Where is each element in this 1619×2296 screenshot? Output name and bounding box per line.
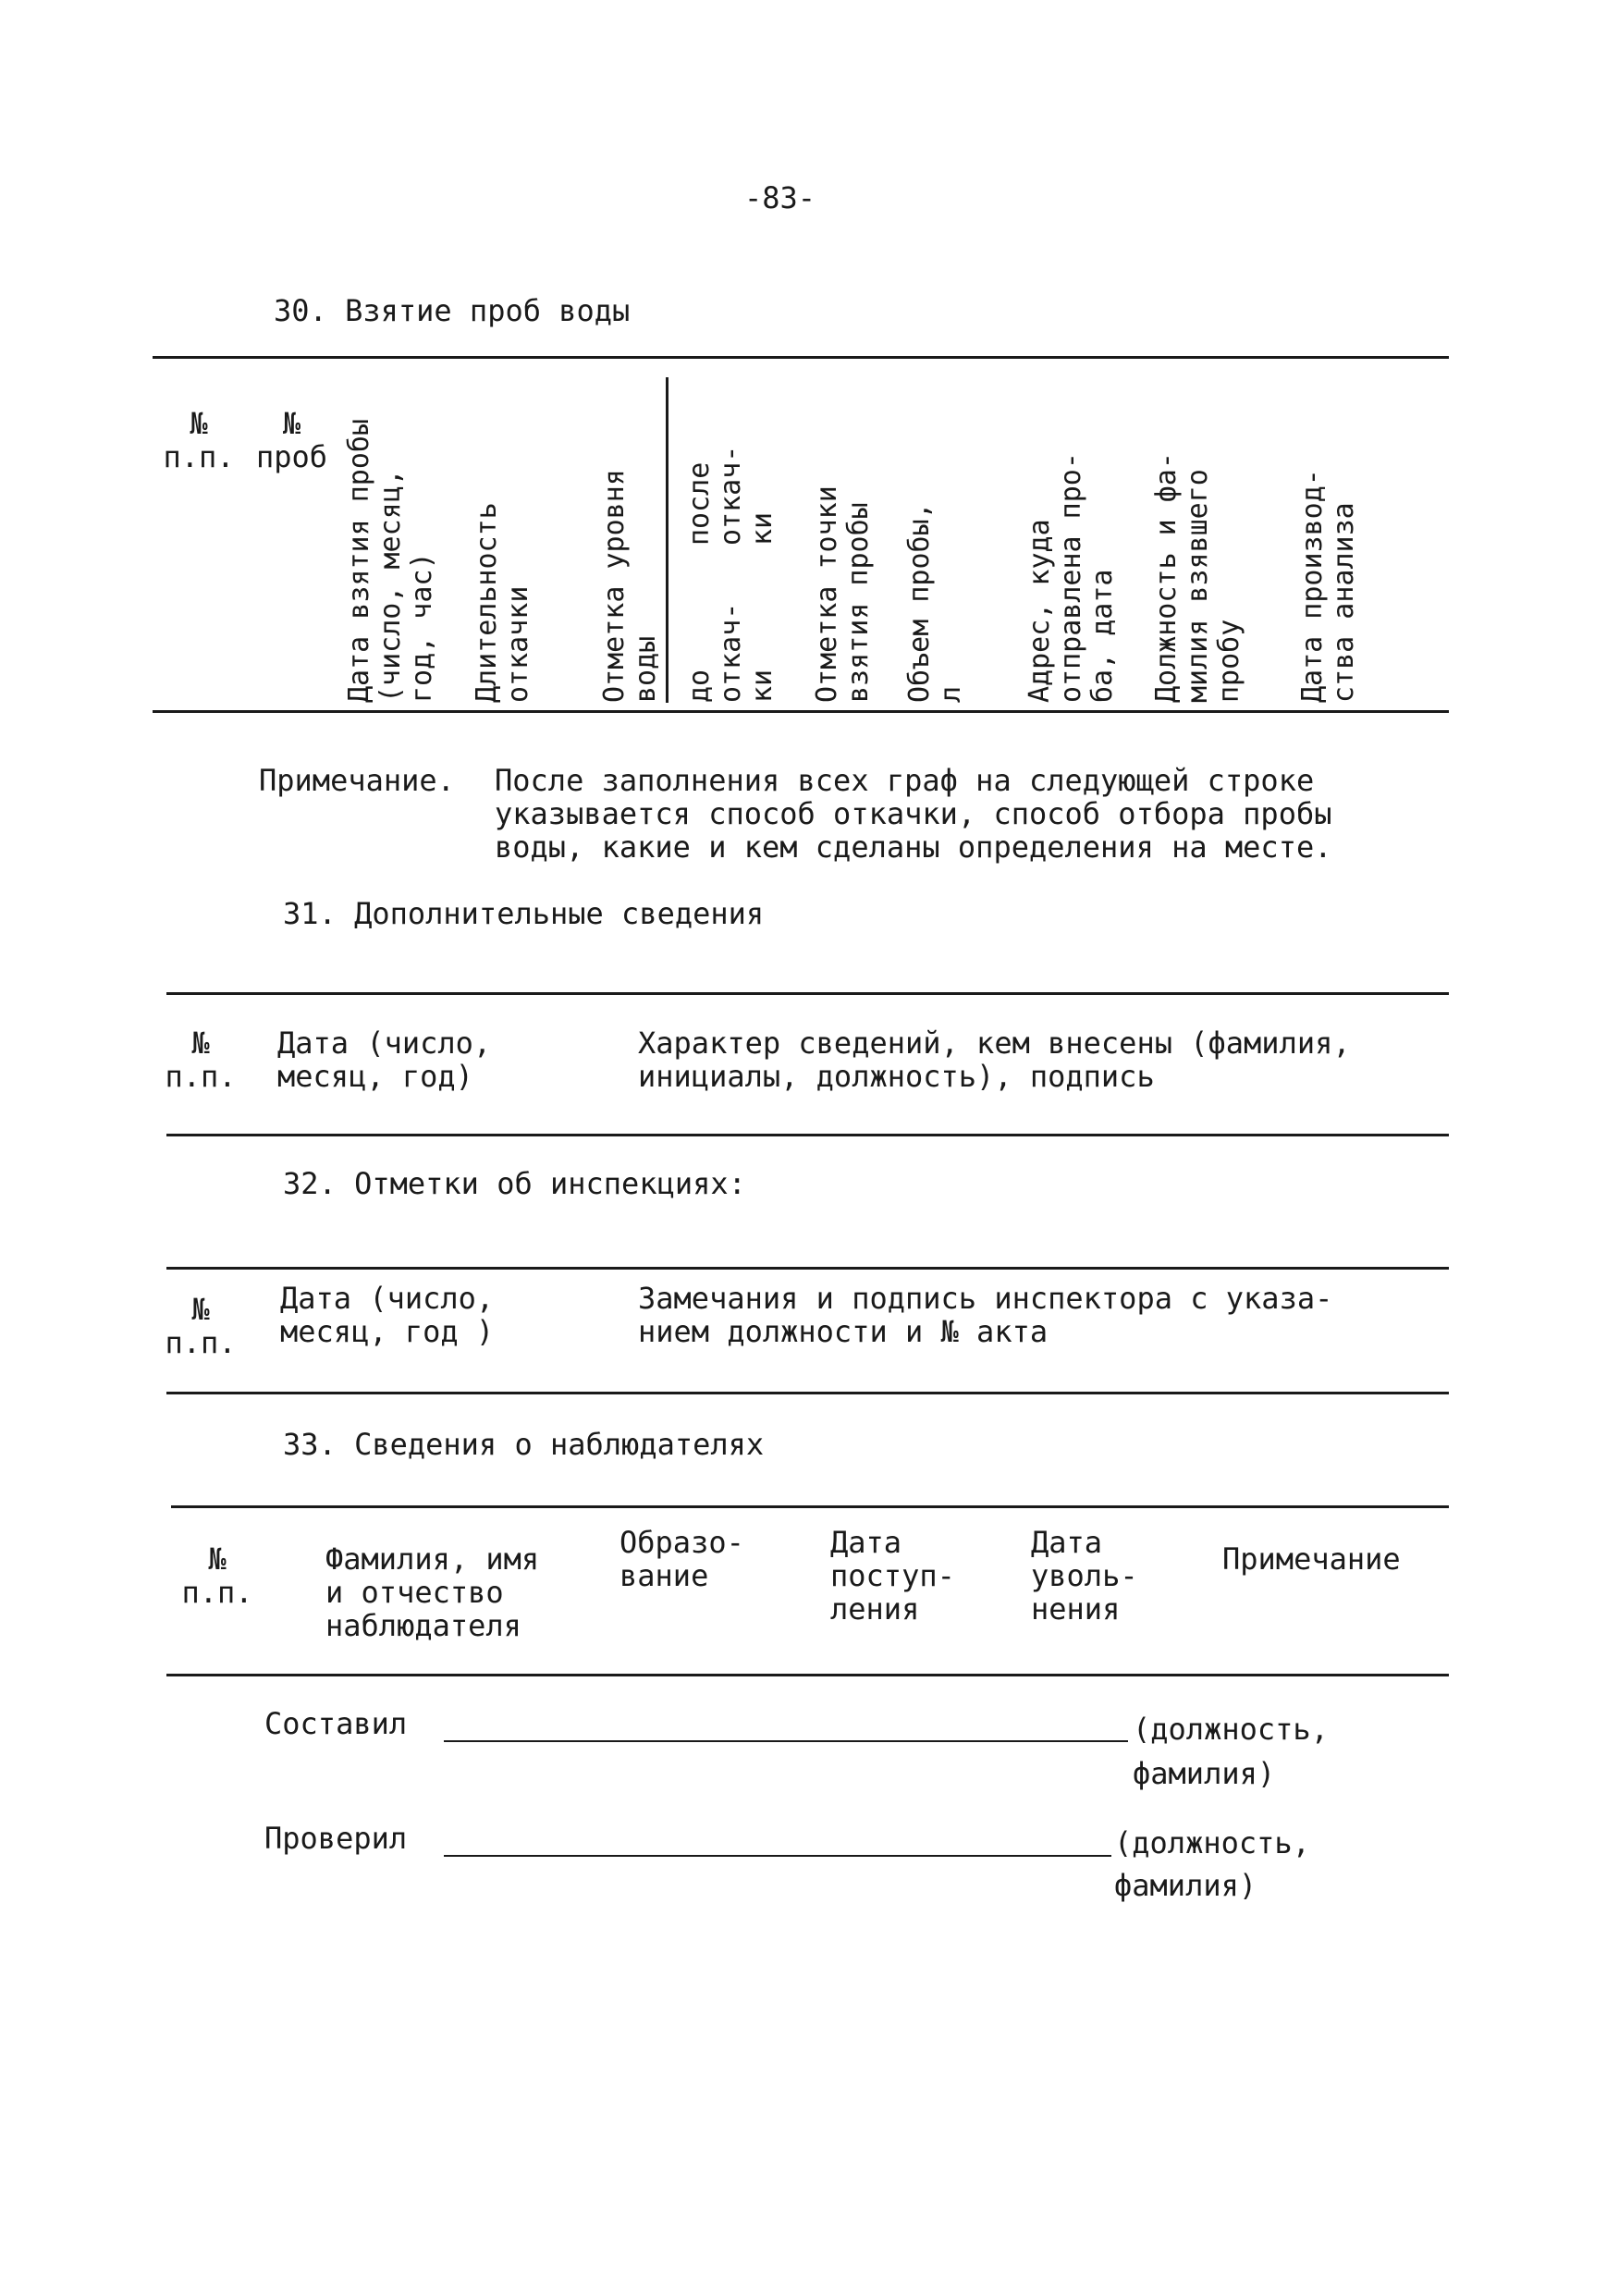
checked-label: Проверил [264,1821,408,1856]
checked-signature-line [444,1855,1111,1857]
s30-level-divider [666,377,668,703]
s33-bottom-rule [166,1674,1449,1676]
s33-col-dismiss: Дата уволь- нения [1031,1525,1138,1627]
checked-hint: (должность, фамилия) [1114,1825,1310,1903]
s30-col-date: Дата взятия пробы (число, месяц, год, час) [343,418,438,703]
s32-col-remarks: Замечания и подпись инспектора с указа- нием должности и № акта [638,1281,1333,1349]
s30-col-address: Адрес, куда отправлена про- ба, дата [1024,452,1119,703]
compiled-signature-line [444,1740,1128,1742]
page-number: -83- [744,180,816,215]
s30-bottom-rule [153,710,1449,713]
section-32-title: 32. Отметки об инспекциях: [283,1166,746,1201]
s30-col-level: Отметка уровня воды [598,469,662,703]
section-33-title: 33. Сведения о наблюдателях [283,1427,765,1462]
s32-bottom-rule [166,1392,1449,1394]
s33-col-note: Примечание [1222,1541,1401,1577]
s31-top-rule [166,992,1449,995]
s30-col-analysis: Дата производ- ства анализа [1296,469,1360,703]
s30-col-volume: Объем пробы, л [903,502,967,703]
s30-col-position: Должность и фа- милия взявшего пробу [1150,452,1245,703]
s31-bottom-rule [166,1134,1449,1136]
s30-col-probe-num: № проб [255,406,328,474]
s30-top-rule [153,356,1449,359]
s33-col-education: Образо- вание [619,1525,744,1593]
s32-top-rule [166,1267,1449,1270]
compiled-hint: (должность, фамилия) [1133,1712,1329,1791]
s33-col-name: Фамилия, имя и отчество наблюдателя [325,1541,540,1643]
s31-col-info: Характер сведений, кем внесены (фамилия, инициалы, должность), подпись [638,1025,1351,1094]
section-31-title: 31. Дополнительные сведения [283,896,765,931]
s30-col-point: Отметка точки взятия пробы [811,485,875,703]
note-text: После заполнения всех граф на следующей строке указывается способ откачки, способ отбора пробы воды, какие и кем сделаны определения на месте. [495,763,1332,865]
s32-col-num: № п.п. [165,1292,237,1360]
s31-col-date: Дата (число, месяц, год) [277,1025,492,1094]
s33-col-hire: Дата поступ- ления [830,1525,955,1627]
s30-col-num: № п.п. [163,406,235,474]
s33-col-num: № п.п. [181,1541,253,1610]
note-label: Примечание. [259,763,455,798]
compiled-label: Составил [264,1706,408,1741]
s32-col-date: Дата (число, месяц, год ) [280,1281,495,1349]
section-30-title: 30. Взятие проб воды [274,293,631,328]
s33-top-rule [171,1505,1449,1508]
s30-col-after: после откач- ки [683,445,779,546]
s30-col-before: до откач- ки [683,602,779,703]
s31-col-num: № п.п. [165,1025,237,1094]
s30-col-duration: Длительность откачки [471,502,534,703]
